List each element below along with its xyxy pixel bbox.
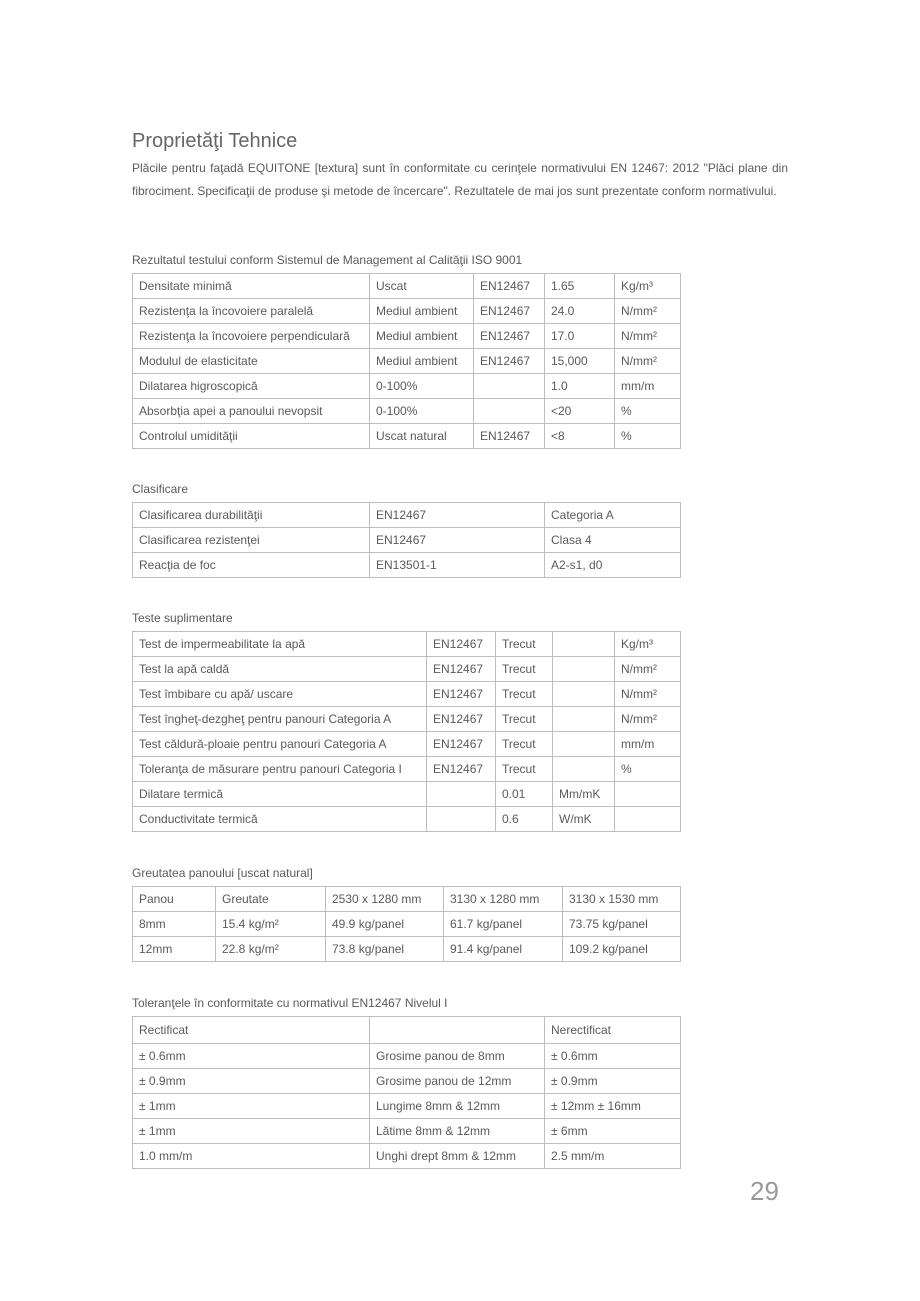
table-cell: <8 — [545, 424, 615, 449]
table-cell: Modulul de elasticitate — [133, 349, 370, 374]
table-cell: 22.8 kg/m² — [216, 937, 326, 962]
table-cell: Greutate — [216, 887, 326, 912]
table-row — [133, 553, 681, 578]
table-cell — [427, 807, 496, 832]
table-cell: Test îngheţ-dezgheţ pentru panouri Categoria A — [133, 707, 427, 732]
table-row — [133, 503, 681, 528]
table-cell — [370, 1017, 545, 1044]
table-cell: mm/m — [615, 732, 681, 757]
table-cell: 2530 x 1280 mm — [326, 887, 444, 912]
table-cell — [553, 657, 615, 682]
table-cell — [553, 732, 615, 757]
table-cell: Mm/mK — [553, 782, 615, 807]
table-cell: EN13501-1 — [370, 553, 545, 578]
table-cell: <20 — [545, 399, 615, 424]
table-cell: ± 1mm — [133, 1094, 370, 1119]
table-cell: EN12467 — [427, 707, 496, 732]
table-cell: N/mm² — [615, 299, 681, 324]
table-cell: 17.0 — [545, 324, 615, 349]
table-cell: Trecut — [496, 632, 553, 657]
table-cell: 8mm — [133, 912, 216, 937]
table-row — [133, 682, 681, 707]
table-cell: Test îmbibare cu apă/ uscare — [133, 682, 427, 707]
table-cell: mm/m — [615, 374, 681, 399]
table-cell: EN12467 — [427, 682, 496, 707]
table-cell: EN12467 — [474, 424, 545, 449]
table-row — [133, 1094, 681, 1119]
table-cell: Uscat — [370, 274, 474, 299]
table-cell: 0.6 — [496, 807, 553, 832]
tolerances-table — [132, 1016, 681, 1169]
table-cell — [553, 757, 615, 782]
table-cell: Dilatarea higroscopică — [133, 374, 370, 399]
table-cell: ± 0.9mm — [545, 1069, 681, 1094]
table-cell: Panou — [133, 887, 216, 912]
table-cell: Rectificat — [133, 1017, 370, 1044]
table-cell: ± 12mm ± 16mm — [545, 1094, 681, 1119]
table-cell — [474, 374, 545, 399]
table-cell: EN12467 — [370, 528, 545, 553]
table-cell: % — [615, 424, 681, 449]
table-cell: Test căldură-ploaie pentru panouri Categoria A — [133, 732, 427, 757]
table-cell: Uscat natural — [370, 424, 474, 449]
table-cell: EN12467 — [474, 299, 545, 324]
table-row — [133, 399, 681, 424]
table-row — [133, 1044, 681, 1069]
table-cell: Rezistenţa la încovoiere perpendiculară — [133, 324, 370, 349]
table-cell: 24.0 — [545, 299, 615, 324]
table-cell: Controlul umidităţii — [133, 424, 370, 449]
table-cell: Nerectificat — [545, 1017, 681, 1044]
table-cell: EN12467 — [427, 632, 496, 657]
table-cell: 2.5 mm/m — [545, 1144, 681, 1169]
table-cell: 0-100% — [370, 399, 474, 424]
table-cell: Test la apă caldă — [133, 657, 427, 682]
table-row — [133, 807, 681, 832]
table-cell: ± 0.9mm — [133, 1069, 370, 1094]
table-cell: Reacţia de foc — [133, 553, 370, 578]
table-cell: 0-100% — [370, 374, 474, 399]
table-cell: Trecut — [496, 682, 553, 707]
table-cell: Lătime 8mm & 12mm — [370, 1119, 545, 1144]
table-cell: N/mm² — [615, 657, 681, 682]
table-row — [133, 1017, 681, 1044]
table-row — [133, 887, 681, 912]
table-cell: Clasificarea durabilităţii — [133, 503, 370, 528]
table-row — [133, 1119, 681, 1144]
table-row — [133, 324, 681, 349]
table-cell: Clasa 4 — [545, 528, 681, 553]
table-caption: Rezultatul testului conform Sistemul de Management al Calităţii ISO 9001 — [132, 253, 523, 267]
test-results-table — [132, 273, 681, 449]
table-row — [133, 782, 681, 807]
table-cell: 3130 x 1280 mm — [444, 887, 563, 912]
table-row — [133, 757, 681, 782]
table-cell: Kg/m³ — [615, 274, 681, 299]
table-cell: Clasificarea rezistenţei — [133, 528, 370, 553]
table-cell: 91.4 kg/panel — [444, 937, 563, 962]
table-cell: EN12467 — [427, 732, 496, 757]
table-cell: 73.8 kg/panel — [326, 937, 444, 962]
table-cell: EN12467 — [427, 657, 496, 682]
table-cell: EN12467 — [370, 503, 545, 528]
table-cell: Unghi drept 8mm & 12mm — [370, 1144, 545, 1169]
table-cell: % — [615, 757, 681, 782]
table-cell: EN12467 — [427, 757, 496, 782]
table-cell: 1.65 — [545, 274, 615, 299]
table-cell: % — [615, 399, 681, 424]
table-caption: Clasificare — [132, 482, 189, 496]
table-cell: 73.75 kg/panel — [563, 912, 681, 937]
table-cell: Dilatare termică — [133, 782, 427, 807]
table-cell: 109.2 kg/panel — [563, 937, 681, 962]
table-cell: 12mm — [133, 937, 216, 962]
table-row — [133, 374, 681, 399]
table-cell: Categoria A — [545, 503, 681, 528]
table-cell: 15,000 — [545, 349, 615, 374]
table-row — [133, 657, 681, 682]
table-cell: 1.0 mm/m — [133, 1144, 370, 1169]
table-cell: Toleranţa de măsurare pentru panouri Categoria I — [133, 757, 427, 782]
table-cell: 61.7 kg/panel — [444, 912, 563, 937]
table-cell — [615, 807, 681, 832]
table-row — [133, 1144, 681, 1169]
table-row — [133, 349, 681, 374]
table-cell: N/mm² — [615, 682, 681, 707]
page-title: Proprietăţi Tehnice — [132, 130, 298, 152]
table-cell: Trecut — [496, 732, 553, 757]
table-cell: Mediul ambient — [370, 324, 474, 349]
table-row — [133, 912, 681, 937]
table-cell: 49.9 kg/panel — [326, 912, 444, 937]
table-caption: Greutatea panoului [uscat natural] — [132, 866, 313, 880]
table-cell: EN12467 — [474, 274, 545, 299]
table-cell: N/mm² — [615, 324, 681, 349]
table-cell: Mediul ambient — [370, 349, 474, 374]
table-row — [133, 299, 681, 324]
table-cell: EN12467 — [474, 349, 545, 374]
table-caption: Teste suplimentare — [132, 611, 233, 625]
table-cell: Rezistenţa la încovoiere paralelă — [133, 299, 370, 324]
table-cell: Trecut — [496, 757, 553, 782]
table-cell: Trecut — [496, 707, 553, 732]
table-cell: EN12467 — [474, 324, 545, 349]
table-cell: Conductivitate termică — [133, 807, 427, 832]
table-cell — [615, 782, 681, 807]
table-cell: Densitate minimă — [133, 274, 370, 299]
table-row — [133, 274, 681, 299]
table-caption: Toleranţele în conformitate cu normativul EN12467 Nivelul I — [132, 996, 448, 1010]
table-cell — [427, 782, 496, 807]
table-cell: N/mm² — [615, 707, 681, 732]
table-cell: Trecut — [496, 657, 553, 682]
intro-paragraph: Plăcile pentru faţadă EQUITONE [textura] sunt în conformitate cu cerinţele normativului EN 12467: 2012 "Plăci plane din fibrociment. Specificaţii de produse şi metode de încercare". Rezultatele de mai jos sunt prezentate conform normativului. — [132, 161, 788, 198]
table-cell: Kg/m³ — [615, 632, 681, 657]
table-cell: ± 0.6mm — [133, 1044, 370, 1069]
table-cell: Grosime panou de 12mm — [370, 1069, 545, 1094]
table-cell: ± 6mm — [545, 1119, 681, 1144]
table-cell — [553, 682, 615, 707]
table-cell — [553, 632, 615, 657]
table-cell: 1.0 — [545, 374, 615, 399]
classification-table — [132, 502, 681, 578]
table-row — [133, 1069, 681, 1094]
table-cell — [553, 707, 615, 732]
table-cell: 0.01 — [496, 782, 553, 807]
table-cell: Test de impermeabilitate la apă — [133, 632, 427, 657]
table-cell: A2-s1, d0 — [545, 553, 681, 578]
table-cell: Absorbţia apei a panoului nevopsit — [133, 399, 370, 424]
table-cell: Lungime 8mm & 12mm — [370, 1094, 545, 1119]
table-row — [133, 937, 681, 962]
table-row — [133, 528, 681, 553]
table-cell: Grosime panou de 8mm — [370, 1044, 545, 1069]
table-row — [133, 632, 681, 657]
table-cell: 3130 x 1530 mm — [563, 887, 681, 912]
table-cell: ± 1mm — [133, 1119, 370, 1144]
table-cell: 15.4 kg/m² — [216, 912, 326, 937]
table-row — [133, 732, 681, 757]
table-cell: N/mm² — [615, 349, 681, 374]
table-cell: Mediul ambient — [370, 299, 474, 324]
table-cell: W/mK — [553, 807, 615, 832]
table-cell — [474, 399, 545, 424]
additional-tests-table — [132, 631, 681, 832]
page-number: 29 — [750, 1176, 779, 1206]
table-row — [133, 707, 681, 732]
panel-weight-table — [132, 886, 681, 962]
table-row — [133, 424, 681, 449]
table-cell: ± 0.6mm — [545, 1044, 681, 1069]
